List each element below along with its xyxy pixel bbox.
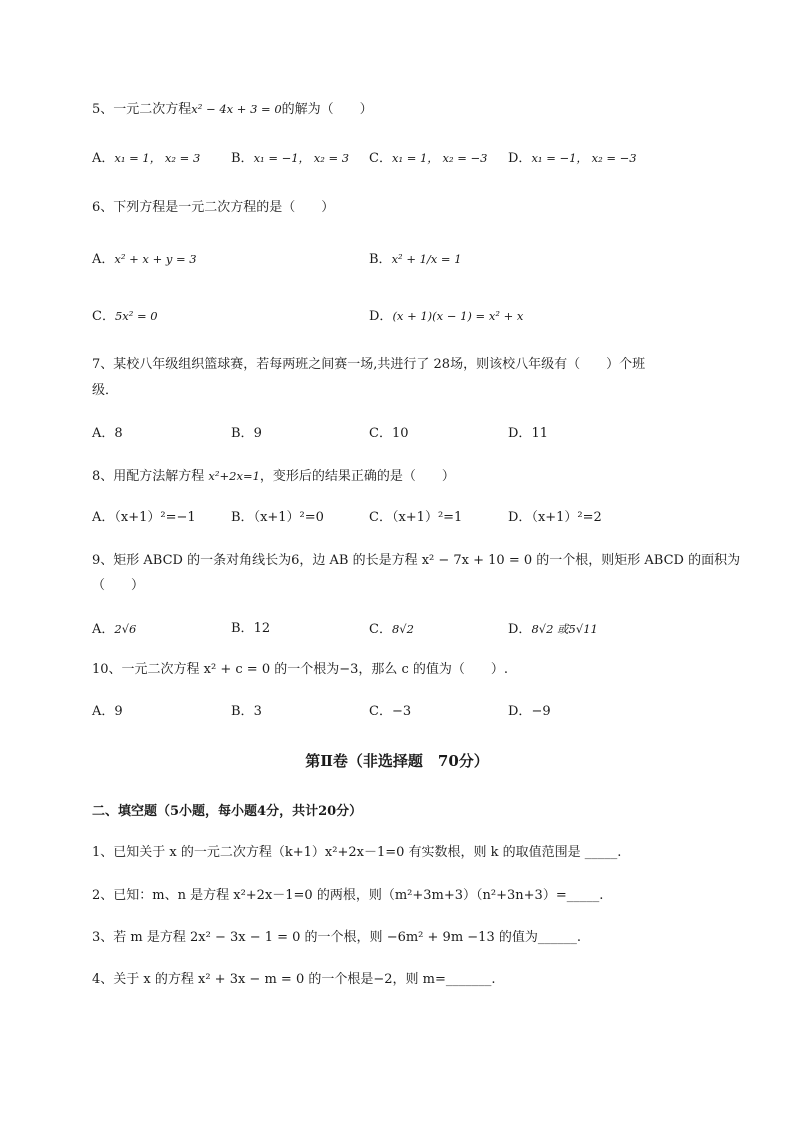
question-5-option-c[interactable] bbox=[369, 148, 487, 169]
question-6-option-b[interactable] bbox=[369, 249, 462, 270]
question-8-prefix: 8、用配方法解方程 bbox=[92, 469, 209, 484]
fill-question-1: 1、已知关于 x 的一元二次方程（k+1）x²+2x－1=0 有实数根，则 k 的取值范围是 _____. bbox=[92, 845, 622, 860]
option-text: 5x² = 0 bbox=[114, 309, 158, 323]
option-label: D． bbox=[369, 309, 393, 324]
option-text: 3 bbox=[253, 704, 262, 719]
option-label: A． bbox=[92, 622, 115, 637]
option-text: （x+1）²=0 bbox=[253, 510, 324, 525]
question-9-option-b[interactable] bbox=[231, 619, 270, 639]
option-label: A． bbox=[92, 426, 115, 441]
option-text: (x + 1)(x − 1) = x² + x bbox=[392, 309, 524, 323]
option-text: x₁ = 1， x₂ = −3 bbox=[391, 151, 488, 165]
option-label: D． bbox=[508, 151, 532, 166]
option-label: C． bbox=[369, 426, 392, 441]
question-8-option-b[interactable] bbox=[231, 508, 324, 528]
question-10-stem: 10、一元二次方程 x² + c = 0 的一个根为−3，那么 c 的值为（ ）. bbox=[92, 662, 509, 677]
option-text: （x+1）²=−1 bbox=[114, 510, 196, 525]
question-7-stem-line1: 7、某校八年级组织篮球赛，若每两班之间赛一场,共进行了 28场，则该校八年级有（ ）个班 bbox=[92, 357, 646, 372]
option-label: C． bbox=[369, 510, 392, 525]
option-label: D． bbox=[508, 704, 532, 719]
option-label: B． bbox=[231, 426, 254, 441]
option-text: 12 bbox=[253, 621, 271, 636]
question-9-stem-line2: （ ） bbox=[92, 578, 145, 593]
option-text: 8 bbox=[114, 426, 123, 441]
question-5-option-d[interactable] bbox=[508, 148, 637, 169]
question-8-equation: x²+2x=1 bbox=[208, 469, 260, 483]
question-5-prefix: 5、一元二次方程 bbox=[92, 102, 192, 117]
question-7-stem-line2: 级． bbox=[92, 383, 119, 398]
question-8-stem bbox=[92, 466, 455, 487]
option-text: 9 bbox=[114, 704, 123, 719]
option-text: 2√6 bbox=[114, 622, 137, 636]
option-label: B． bbox=[231, 151, 254, 166]
option-text: x² + x + y = 3 bbox=[114, 252, 197, 266]
question-5-option-a[interactable] bbox=[92, 148, 200, 169]
question-5-equation: x² − 4x + 3 = 0 bbox=[191, 102, 282, 116]
question-6-stem: 6、下列方程是一元二次方程的是（ ） bbox=[92, 200, 335, 215]
question-7-option-a[interactable] bbox=[92, 424, 123, 444]
option-text: −9 bbox=[531, 704, 551, 719]
option-label: A． bbox=[92, 704, 115, 719]
question-8-suffix: ，变形后的结果正确的是（ ） bbox=[259, 469, 455, 484]
option-label: B． bbox=[231, 510, 254, 525]
question-10-option-a[interactable] bbox=[92, 702, 123, 722]
question-10-option-b[interactable] bbox=[231, 702, 262, 722]
part-2-title: 第Ⅱ卷（非选择题 70分） bbox=[305, 752, 489, 770]
option-label: D． bbox=[508, 510, 532, 525]
question-9-option-d[interactable] bbox=[508, 619, 598, 640]
option-text: x² + 1/x = 1 bbox=[391, 252, 462, 266]
fill-question-3: 3、若 m 是方程 2x² − 3x − 1 = 0 的一个根，则 −6m² + 9m −13 的值为______. bbox=[92, 930, 581, 945]
option-label: A． bbox=[92, 510, 115, 525]
question-8-option-a[interactable] bbox=[92, 508, 196, 528]
option-label: C． bbox=[369, 622, 392, 637]
question-7-option-c[interactable] bbox=[369, 424, 409, 444]
fill-question-4: 4、关于 x 的方程 x² + 3x − m = 0 的一个根是−2，则 m=_______. bbox=[92, 972, 496, 987]
question-8-option-c[interactable] bbox=[369, 508, 462, 528]
option-text: 11 bbox=[531, 426, 548, 441]
option-text: 8√2 或5√11 bbox=[531, 622, 598, 636]
question-6-option-d[interactable] bbox=[369, 306, 523, 327]
option-text: 8√2 bbox=[391, 622, 414, 636]
question-5-stem bbox=[92, 99, 373, 120]
option-text: （x+1）²=2 bbox=[531, 510, 602, 525]
option-label: B． bbox=[369, 252, 392, 267]
question-7-option-d[interactable] bbox=[508, 424, 548, 444]
question-9-option-a[interactable] bbox=[92, 619, 136, 640]
question-10-option-d[interactable] bbox=[508, 702, 551, 722]
option-text: x₁ = −1， x₂ = −3 bbox=[531, 151, 637, 165]
option-text: （x+1）²=1 bbox=[391, 510, 463, 525]
question-6-option-a[interactable] bbox=[92, 249, 197, 270]
option-label: D． bbox=[508, 622, 532, 637]
option-text: x₁ = 1， x₂ = 3 bbox=[114, 151, 201, 165]
fill-question-2: 2、已知：m、n 是方程 x²+2x－1=0 的两根，则（m²+3m+3）（n²+3n+3）=_____. bbox=[92, 888, 604, 903]
option-label: C． bbox=[369, 151, 392, 166]
option-text: 10 bbox=[391, 426, 409, 441]
question-6-option-c[interactable] bbox=[92, 306, 158, 327]
option-text: −3 bbox=[391, 704, 412, 719]
option-label: C． bbox=[92, 309, 115, 324]
question-8-option-d[interactable] bbox=[508, 508, 602, 528]
question-10-option-c[interactable] bbox=[369, 702, 411, 722]
option-label: C． bbox=[369, 704, 392, 719]
question-5-option-b[interactable] bbox=[231, 148, 349, 169]
question-5-suffix: 的解为（ ） bbox=[281, 102, 373, 117]
question-9-stem-line1: 9、矩形 ABCD 的一条对角线长为6，边 AB 的长是方程 x² − 7x + 10 = 0 的一个根，则矩形 ABCD 的面积为 bbox=[92, 553, 741, 568]
option-label: B． bbox=[231, 704, 254, 719]
option-label: D． bbox=[508, 426, 532, 441]
option-text: x₁ = −1， x₂ = 3 bbox=[253, 151, 350, 165]
option-text: 9 bbox=[253, 426, 262, 441]
option-label: A． bbox=[92, 252, 115, 267]
question-7-option-b[interactable] bbox=[231, 424, 262, 444]
option-label: B． bbox=[231, 621, 254, 636]
fill-in-heading: 二、填空题（5小题，每小题4分，共计20分） bbox=[92, 804, 363, 819]
option-label: A． bbox=[92, 151, 115, 166]
question-9-option-c[interactable] bbox=[369, 619, 414, 640]
